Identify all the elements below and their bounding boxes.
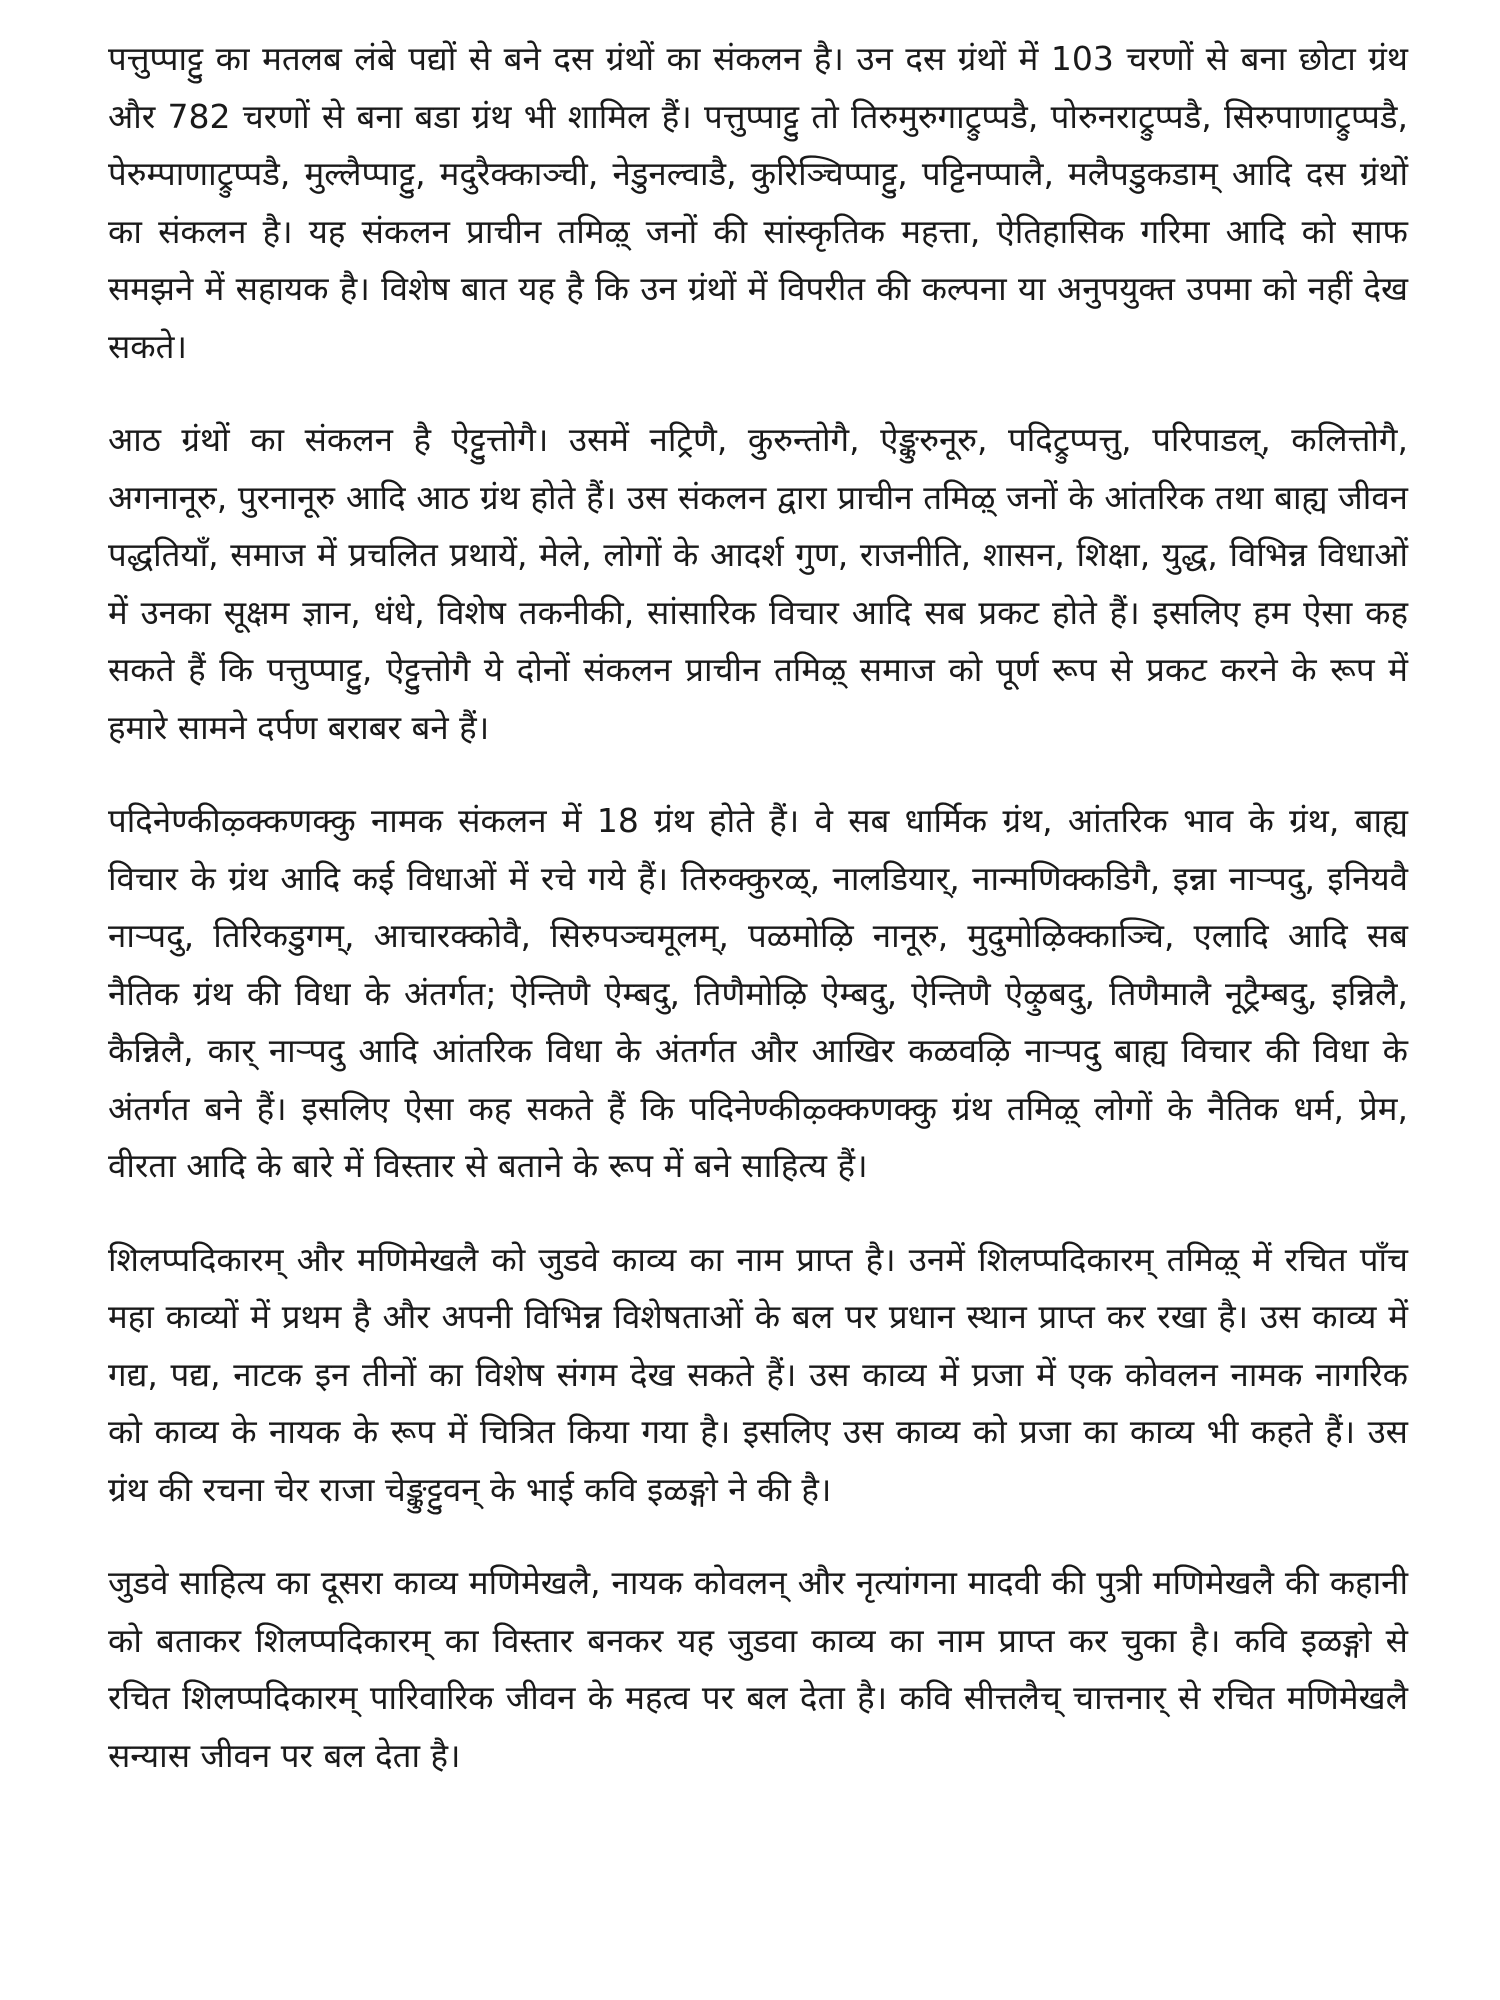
document-page bbox=[108, 30, 1408, 1820]
paragraph-pattuppattu: पत्तुप्पाट्टु का मतलब लंबे पद्यों से बने दस ग्रंथों का संकलन है। उन दस ग्रंथों में 103 चरणों से बना छोटा ग्रंथ और 782 चरणों से बना बडा ग्रंथ भी शामिल हैं। पत्तुप्पाट्टु तो तिरुमुरुगाट्रुप्पडै, पोरुनराट्रुप्पडै, सिरुपाणाट्रुप्पडै, पेरुम्पाणाट्रुप्पडै, मुल्लैप्पाट्टु, मदुरैक्काञ्ची, नेडुनल्वाडै, कुरिञ्चिप्पाट्टु, पट्टिनप्पालै, मलैपडुकडाम् आदि दस ग्रंथों का संकलन है। यह संकलन प्राचीन तमिऴ् जनों की सांस्कृतिक महत्ता, ऐतिहासिक गरिमा आदि को साफ समझने में सहायक है। विशेष बात यह है कि उन ग्रंथों में विपरीत की कल्पना या अनुपयुक्त उपमा को नहीं देख सकते। bbox=[108, 39, 1408, 366]
paragraph-padinenkilkanakku: पदिनेण्कीऴ्क्कणक्कु नामक संकलन में 18 ग्रंथ होते हैं। वे सब धार्मिक ग्रंथ, आंतरिक भाव के ग्रंथ, बाह्य विचार के ग्रंथ आदि कई विधाओं में रचे गये हैं। तिरुक्कुरळ्, नालडियार्, नान्मणिक्कडिगै, इन्ना नाऱ्पदु, इनियवै नाऱ्पदु, तिरिकडुगम्, आचारक्कोवै, सिरुपञ्चमूलम्, पळमोऴि नानूरु, मुदुमोऴिक्काञ्चि, एलादि आदि सब नैतिक ग्रंथ की विधा के अंतर्गत; ऐन्तिणै ऐम्बदु, तिणैमोऴि ऐम्बदु, ऐन्तिणै ऐऴुबदु, तिणैमालै नूट्रैम्बदु, इन्निलै, कैन्निलै, कार् नाऱ्पदु आदि आंतरिक विधा के अंतर्गत और आखिर कळवऴि नाऱ्पदु बाह्य विचार की विधा के अंतर्गत बने हैं। इसलिए ऐसा कह सकते हैं कि पदिनेण्कीऴ्क्कणक्कु ग्रंथ तमिऴ् लोगों के नैतिक धर्म, प्रेम, वीरता आदि के बारे में विस्तार से बताने के रूप में बने साहित्य हैं। bbox=[108, 801, 1408, 1185]
paragraph-manimekhalai: जुडवे साहित्य का दूसरा काव्य मणिमेखलै, नायक कोवलन् और नृत्यांगना मादवी की पुत्री मणिमेखलै की कहानी को बताकर शिलप्पदिकारम् का विस्तार बनकर यह जुडवा काव्य का नाम प्राप्त कर चुका है। कवि इळङ्गो से रचित शिलप्पदिकारम् पारिवारिक जीवन के महत्व पर बल देता है। कवि सीत्तलैच् चात्तनार् से रचित मणिमेखलै सन्यास जीवन पर बल देता है। bbox=[108, 1563, 1408, 1775]
paragraph-ettuttogai: आठ ग्रंथों का संकलन है ऐट्टुत्तोगै। उसमें नट्रिणै, कुरुन्तोगै, ऐङ्कुरुनूरु, पदिट्रुप्पत्तु, परिपाडल्, कलित्तोगै, अगनानूरु, पुरनानूरु आदि आठ ग्रंथ होते हैं। उस संकलन द्वारा प्राचीन तमिऴ् जनों के आंतरिक तथा बाह्य जीवन पद्धतियाँ, समाज में प्रचलित प्रथायें, मेले, लोगों के आदर्श गुण, राजनीति, शासन, शिक्षा, युद्ध, विभिन्न विधाओं में उनका सूक्षम ज्ञान, धंधे, विशेष तकनीकी, सांसारिक विचार आदि सब प्रकट होते हैं। इसलिए हम ऐसा कह सकते हैं कि पत्तुप्पाट्टु, ऐट्टुत्तोगै ये दोनों संकलन प्राचीन तमिऴ् समाज को पूर्ण रूप से प्रकट करने के रूप में हमारे सामने दर्पण बराबर बने हैं। bbox=[108, 420, 1408, 747]
paragraph-silappadikaram: शिलप्पदिकारम् और मणिमेखलै को जुडवे काव्य का नाम प्राप्त है। उनमें शिलप्पदिकारम् तमिऴ् में रचित पाँच महा काव्यों में प्रथम है और अपनी विभिन्न विशेषताओं के बल पर प्रधान स्थान प्राप्त कर रखा है। उस काव्य में गद्य, पद्य, नाटक इन तीनों का विशेष संगम देख सकते हैं। उस काव्य में प्रजा में एक कोवलन नामक नागरिक को काव्य के नायक के रूप में चित्रित किया गया है। इसलिए उस काव्य को प्रजा का काव्य भी कहते हैं। उस ग्रंथ की रचना चेर राजा चेङ्कुट्टुवन् के भाई कवि इळङ्गो ने की है। bbox=[108, 1239, 1408, 1509]
